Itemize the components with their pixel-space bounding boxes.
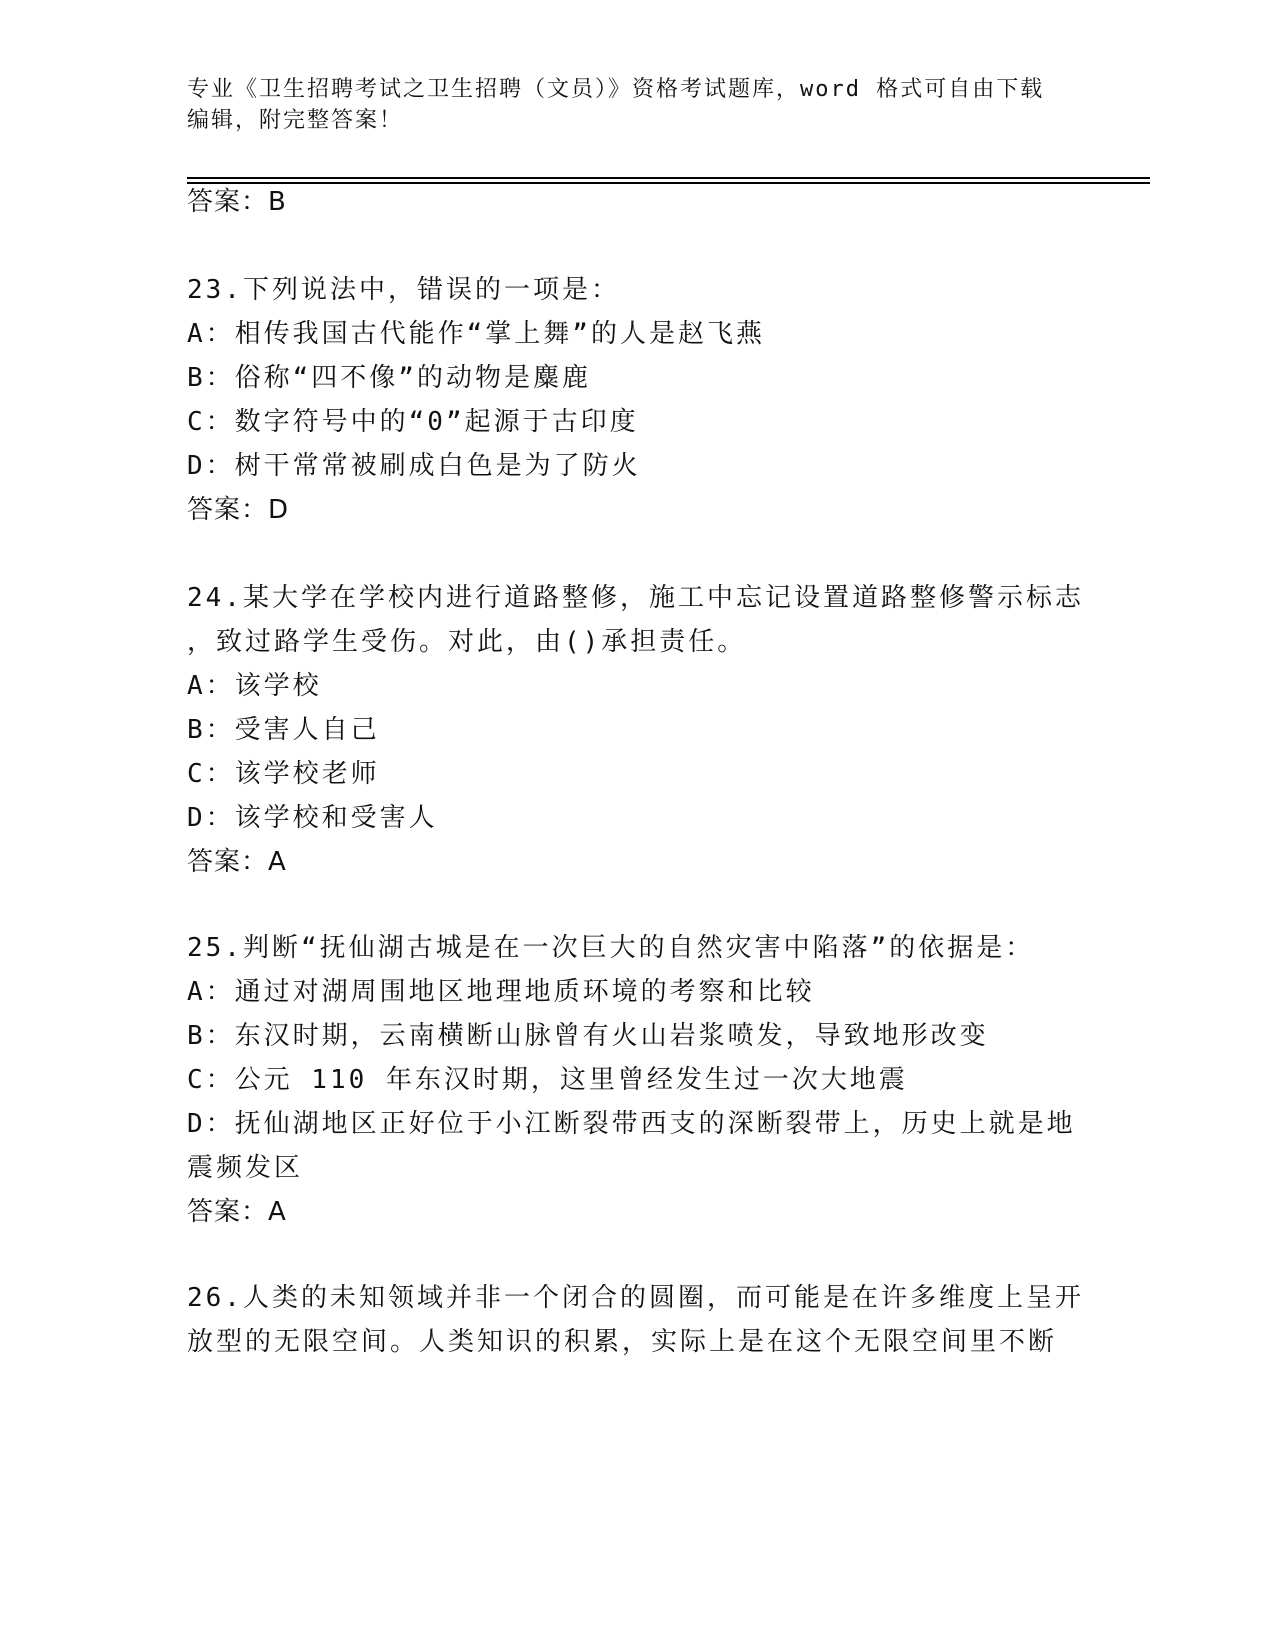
question-23-answer: 答案：D xyxy=(187,495,290,525)
question-25-answer: 答案：A xyxy=(187,1197,287,1227)
question-23-option-c: C：数字符号中的“0”起源于古印度 xyxy=(187,407,639,437)
question-26-stem-line-2: 放型的无限空间。人类知识的积累，实际上是在这个无限空间里不断 xyxy=(187,1327,1058,1357)
question-25-option-d: D：抚仙湖地区正好位于小江断裂带西支的深断裂带上，历史上就是地 xyxy=(187,1109,1076,1139)
question-26-stem-line-1: 26.人类的未知领域并非一个闭合的圆圈，而可能是在许多维度上呈开 xyxy=(187,1283,1084,1313)
question-24-option-a: A：该学校 xyxy=(187,671,322,701)
question-24-option-d: D：该学校和受害人 xyxy=(187,803,438,833)
question-24-stem-line-2: ，致过路学生受伤。对此，由()承担责任。 xyxy=(187,627,747,657)
question-25-option-d-continued: 震频发区 xyxy=(187,1153,304,1183)
header-line-1: 专业《卫生招聘考试之卫生招聘（文员）》资格考试题库，word 格式可自由下载 xyxy=(187,77,1045,102)
question-25-option-a: A：通过对湖周围地区地理地质环境的考察和比较 xyxy=(187,977,815,1007)
previous-answer: 答案：B xyxy=(187,187,287,217)
question-25-option-b: B：东汉时期，云南横断山脉曾有火山岩浆喷发，导致地形改变 xyxy=(187,1021,989,1051)
question-25-option-c: C：公元 110 年东汉时期，这里曾经发生过一次大地震 xyxy=(187,1065,908,1095)
question-23-option-a: A：相传我国古代能作“掌上舞”的人是赵飞燕 xyxy=(187,319,765,349)
question-25-stem: 25.判断“抚仙湖古城是在一次巨大的自然灾害中陷落”的依据是： xyxy=(187,933,1035,963)
header-rule-bottom xyxy=(187,182,1150,184)
question-24-option-b: B：受害人自己 xyxy=(187,715,380,745)
question-24-option-c: C：该学校老师 xyxy=(187,759,380,789)
question-24-answer: 答案：A xyxy=(187,847,287,877)
header-rule-top xyxy=(187,177,1150,179)
header-line-2: 编辑，附完整答案！ xyxy=(187,108,404,133)
question-23-option-d: D：树干常常被刷成白色是为了防火 xyxy=(187,451,641,481)
question-23-option-b: B：俗称“四不像”的动物是麋鹿 xyxy=(187,363,591,393)
question-24-stem-line-1: 24.某大学在学校内进行道路整修，施工中忘记设置道路整修警示标志 xyxy=(187,583,1084,613)
question-23-stem: 23.下列说法中，错误的一项是： xyxy=(187,275,620,305)
document-header xyxy=(187,74,1067,136)
